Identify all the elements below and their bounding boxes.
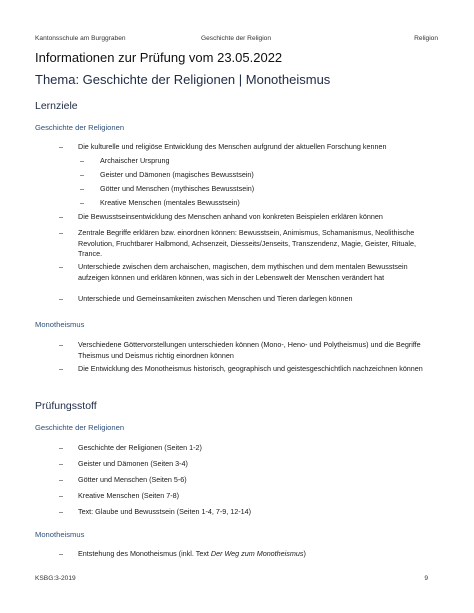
list-item: Götter und Menschen (Seiten 5-6) bbox=[78, 475, 187, 484]
section-heading-lernziele: Lernziele bbox=[35, 100, 78, 112]
list-dash: – bbox=[80, 170, 84, 179]
subheading-monotheismus: Monotheismus bbox=[35, 530, 85, 539]
list-dash: – bbox=[59, 294, 63, 303]
list-item: Kreative Menschen (Seiten 7-8) bbox=[78, 491, 180, 500]
list-item: Unterschiede zwischen dem archaischen, magischen, dem mythischen und dem mentalen Bewusstsein aufzeigen können und erklären können, was sich in der Lebenswelt der Menschen verändert hat bbox=[78, 262, 408, 282]
list-item-nested: Archaischer Ursprung bbox=[100, 156, 170, 165]
list-dash: – bbox=[59, 228, 63, 237]
list-dash: – bbox=[59, 459, 63, 468]
list-item: Text: Glaube und Bewusstsein (Seiten 1-4, 7-9, 12-14) bbox=[78, 507, 251, 516]
list-dash: – bbox=[59, 262, 63, 271]
item-text: ) bbox=[303, 549, 306, 558]
header-school: Kantonsschule am Burggraben bbox=[35, 35, 126, 42]
list-item-nested: Geister und Dämonen (magisches Bewusstsein) bbox=[100, 170, 254, 179]
page-number: 9 bbox=[424, 575, 428, 582]
list-item: Geister und Dämonen (Seiten 3-4) bbox=[78, 459, 188, 468]
list-dash: – bbox=[59, 491, 63, 500]
list-dash: – bbox=[59, 340, 63, 349]
list-item: Unterschiede und Gemeinsamkeiten zwischen Menschen und Tieren darlegen können bbox=[78, 294, 353, 303]
list-dash: – bbox=[80, 156, 84, 165]
list-item: Die Bewusstseinsentwicklung des Menschen anhand von konkreten Beispielen erklären können bbox=[78, 212, 383, 221]
list-dash: – bbox=[59, 364, 63, 373]
list-dash: – bbox=[80, 198, 84, 207]
list-dash: – bbox=[59, 142, 63, 151]
list-item: Geschichte der Religionen (Seiten 1-2) bbox=[78, 443, 202, 452]
list-dash: – bbox=[59, 212, 63, 221]
list-item-nested: Götter und Menschen (mythisches Bewusstsein) bbox=[100, 184, 255, 193]
list-item bbox=[78, 549, 438, 560]
list-dash: – bbox=[59, 549, 63, 558]
list-dash: – bbox=[59, 507, 63, 516]
page-subtitle: Thema: Geschichte der Religionen | Monotheismus bbox=[35, 72, 331, 87]
list-item: Zentrale Begriffe erklären bzw. einordnen können: Bewusstsein, Animismus, Schamanismus, Neolithische Revolution, Fruchtbarer Halbmond, Achsenzeit, Diesseits/Jenseits, Transzendenz, Magie, Geister, Rituale, Trance. bbox=[78, 228, 416, 259]
list-item: Die Entwicklung des Monotheismus historisch, geographisch und geistesgeschichtlich nachzeichnen können bbox=[78, 364, 423, 373]
section-heading-pruefungsstoff: Prüfungsstoff bbox=[35, 400, 97, 412]
list-dash: – bbox=[80, 184, 84, 193]
header-course: Geschichte der Religion bbox=[201, 35, 272, 42]
list-item: Verschiedene Göttervorstellungen unterschieden können (Mono-, Heno- und Polytheismus) und die Begriffe Theismus und Deismus richtig einordnen können bbox=[78, 340, 421, 360]
item-text-italic: Der Weg zum Monotheismus bbox=[210, 549, 304, 558]
item-text: Entstehung des Monotheismus (inkl. Text bbox=[78, 549, 211, 558]
subheading-monotheismus: Monotheismus bbox=[35, 320, 85, 329]
footer-code: KSBG:3-2019 bbox=[35, 575, 76, 582]
subheading-gdr: Geschichte der Religionen bbox=[35, 423, 125, 432]
list-dash: – bbox=[59, 475, 63, 484]
header-subject: Religion bbox=[414, 35, 438, 42]
page-title: Informationen zur Prüfung vom 23.05.2022 bbox=[35, 50, 283, 65]
list-item: Die kulturelle und religiöse Entwicklung des Menschen aufgrund der aktuellen Forschung kennen bbox=[78, 142, 387, 151]
list-item-nested: Kreative Menschen (mentales Bewusstsein) bbox=[100, 198, 240, 207]
subheading-gdr: Geschichte der Religionen bbox=[35, 123, 125, 132]
list-dash: – bbox=[59, 443, 63, 452]
